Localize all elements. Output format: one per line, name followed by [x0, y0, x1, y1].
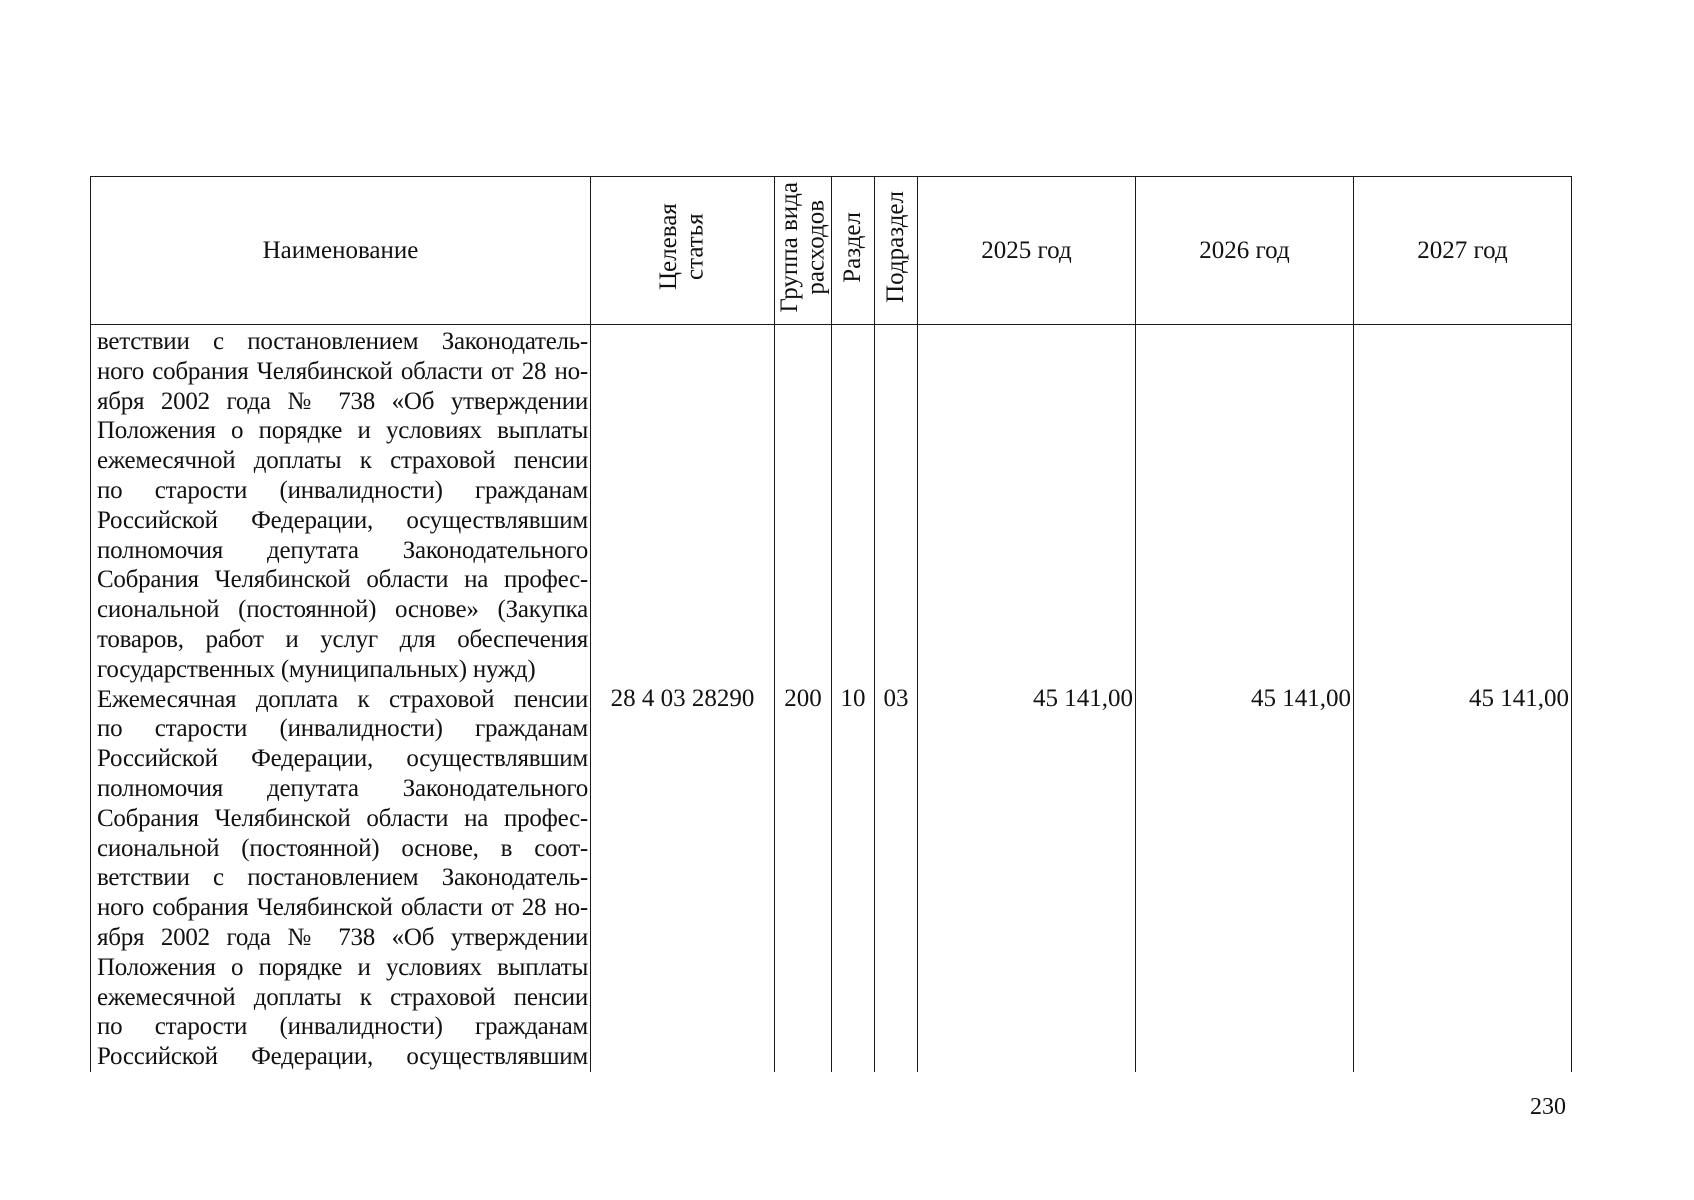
- header-expense-group-label: Группа вида расходов: [775, 181, 829, 313]
- value-2025-cell: [918, 325, 1136, 1073]
- target-article-cell: [591, 325, 775, 1073]
- header-year-2025-label: 2025 год: [981, 236, 1072, 264]
- description-line: полномочия депутата Законодательного: [97, 774, 588, 802]
- header-section-label: Раздел: [838, 211, 866, 283]
- description-line: ветствии с постановлением Законодатель-: [97, 864, 588, 892]
- expense-group-value: 200: [784, 684, 822, 712]
- header-year-2026: [1136, 177, 1354, 325]
- header-name: [91, 177, 591, 325]
- description-line: ежемесячной доплаты к страховой пенсии: [97, 447, 588, 475]
- description-line: Собрания Челябинской области на профес-: [97, 566, 588, 594]
- description-line: ветствии с постановлением Законодатель-: [97, 328, 588, 355]
- section-cell: [832, 325, 875, 1073]
- description-line: Российской Федерации, осуществлявшим: [97, 506, 588, 534]
- section-value: 10: [840, 684, 866, 712]
- header-year-2027: [1354, 177, 1572, 325]
- value-2026-cell: [1136, 325, 1354, 1073]
- header-subsection: [875, 177, 918, 325]
- row-description: [91, 325, 591, 1073]
- description-line: ного собрания Челябинской области от 28 но-: [97, 357, 588, 385]
- description-line: Собрания Челябинской области на профес-: [97, 804, 588, 832]
- description-line: по старости (инвалидности) гражданам: [97, 1013, 588, 1041]
- description-line: сиональной (постоянной) основе» (Закупка: [97, 596, 588, 624]
- header-subsection-label: Подраздел: [881, 191, 909, 303]
- budget-table: [90, 176, 1572, 1072]
- description-line: Российской Федерации, осуществлявшим: [97, 745, 588, 773]
- description-line: по старости (инвалидности) гражданам: [97, 715, 588, 743]
- description-line: Положения о порядке и условиях выплаты: [97, 417, 588, 445]
- value-2027-cell: [1354, 325, 1572, 1073]
- header-expense-group: [775, 177, 832, 325]
- page-number: 230: [1530, 1094, 1566, 1120]
- header-year-2026-label: 2026 год: [1199, 236, 1290, 264]
- header-year-2025: [918, 177, 1136, 325]
- description-line: товаров, работ и услуг для обеспечения: [97, 625, 588, 653]
- description-line: ября 2002 года № 738 «Об утверждении: [97, 387, 588, 415]
- description-line: по старости (инвалидности) гражданам: [97, 476, 588, 504]
- header-name-label: Наименование: [262, 236, 419, 264]
- description-line: сиональной (постоянной) основе, в соот-: [97, 834, 588, 862]
- description-line: государственных (муниципальных) нужд): [97, 655, 536, 683]
- description-line: полномочия депутата Законодательного: [97, 536, 588, 564]
- description-line: Российской Федерации, осуществлявшим: [97, 1043, 588, 1071]
- header-section: [832, 177, 875, 325]
- subsection-cell: [875, 325, 918, 1073]
- description-line: Ежемесячная доплата к страховой пенсии: [97, 685, 588, 713]
- header-target-article: [591, 177, 775, 325]
- description-line: Положения о порядке и условиях выплаты: [97, 953, 588, 981]
- value-2026: 45 141,00: [1251, 684, 1351, 712]
- description-line: ежемесячной доплаты к страховой пенсии: [97, 983, 588, 1011]
- header-target-article-label: Целевая статья: [655, 203, 709, 291]
- value-2027: 45 141,00: [1469, 684, 1569, 712]
- value-2025: 45 141,00: [1033, 684, 1133, 712]
- subsection-value: 03: [883, 684, 909, 712]
- table-row: [91, 325, 1572, 1073]
- description-line: ября 2002 года № 738 «Об утверждении: [97, 923, 588, 951]
- table-header-row: [91, 177, 1572, 325]
- expense-group-cell: [775, 325, 832, 1073]
- target-article-value: 28 4 03 28290: [610, 684, 755, 712]
- description-line: ного собрания Челябинской области от 28 но-: [97, 894, 588, 922]
- header-year-2027-label: 2027 год: [1417, 236, 1508, 264]
